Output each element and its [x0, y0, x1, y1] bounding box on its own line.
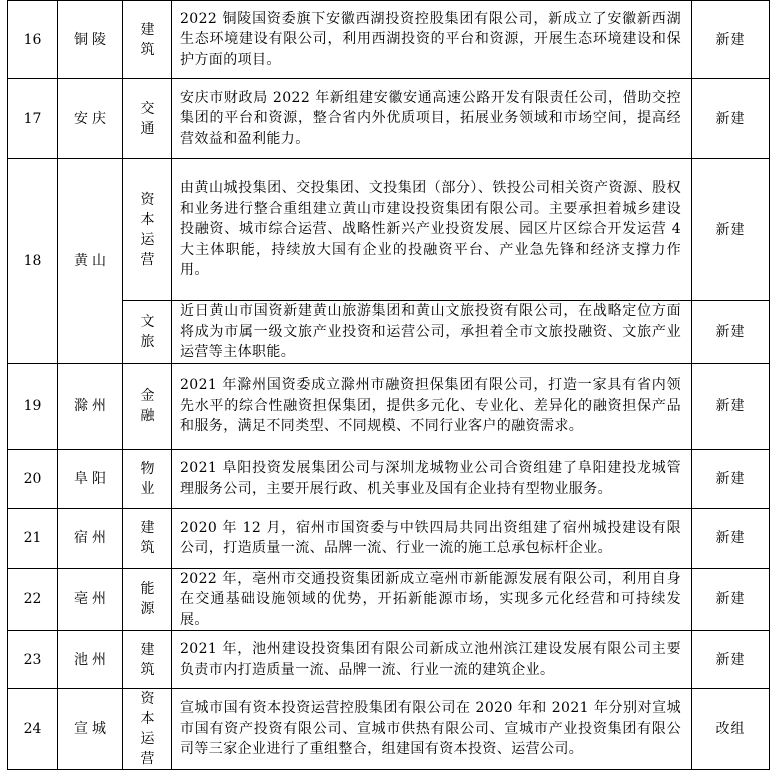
- table-row: [8, 631, 770, 689]
- industry-label: 资本运营: [140, 191, 157, 268]
- city-cell: 安庆: [58, 79, 123, 159]
- table-row: [8, 568, 770, 631]
- description-cell: 近日黄山市国资新建黄山旅游集团和黄山文旅投资有限公司，在战略定位方面将成为市属一级文旅产业投资和运营公司，承担着全市文旅投融资、文旅产业运营等主体职能。: [172, 301, 692, 364]
- city-cell: 阜阳: [58, 449, 123, 508]
- industry-cell: [123, 79, 172, 159]
- type-cell: 新建: [692, 568, 770, 631]
- row-number: 20: [8, 449, 58, 508]
- city-cell: 宣城: [58, 689, 123, 770]
- industry-cell: [123, 568, 172, 631]
- type-cell: 新建: [692, 159, 770, 301]
- description-cell: 由黄山城投集团、交投集团、文投集团（部分）、铁投公司相关资产资源、股权和业务进行整合重组建立黄山市建设投资集团有限公司。主要承担着城乡建设投融资、城市综合运营、战略性新兴产业投资发展、园区片区综合开发运营 4 大主体职能，持续放大国有企业的投融资平台、产业急先锋和经济支撑力作用。: [172, 159, 692, 301]
- industry-cell: [123, 301, 172, 364]
- row-number: 16: [8, 1, 58, 79]
- table-row: [8, 301, 770, 364]
- city-cell: 铜陵: [58, 1, 123, 79]
- row-number: 19: [8, 363, 58, 449]
- table-row: [8, 508, 770, 568]
- description-cell: 宣城市国有资本投资运营控股集团有限公司在 2020 年和 2021 年分别对宣城市国有资产投资有限公司、宣城市供热有限公司、宣城市产业投资集团有限公司等三家企业进行了重组整合，组建国有资本投资、运营公司。: [172, 689, 692, 770]
- industry-cell: [123, 1, 172, 79]
- description-cell: 2021 阜阳投资发展集团公司与深圳龙城物业公司合资组建了阜阳建投龙城管理服务公司，主要开展行政、机关事业及国有企业持有型物业服务。: [172, 449, 692, 508]
- row-number: 24: [8, 689, 58, 770]
- table-row: [8, 1, 770, 79]
- row-number: 17: [8, 79, 58, 159]
- industry-cell: [123, 363, 172, 449]
- industry-label: 建筑: [140, 641, 157, 678]
- city-cell: 亳州: [58, 568, 123, 631]
- type-cell: 新建: [692, 363, 770, 449]
- industry-label: 建筑: [140, 21, 157, 58]
- industry-cell: [123, 631, 172, 689]
- city-cell: 宿州: [58, 508, 123, 568]
- row-number: 23: [8, 631, 58, 689]
- industry-label: 交通: [140, 100, 157, 137]
- industry-label: 文旅: [140, 313, 157, 350]
- table-row: [8, 79, 770, 159]
- description-cell: 2022 年，亳州市交通投资集团新成立亳州市新能源发展有限公司，利用自身在交通基础设施领域的优势，开拓新能源市场，实现多元化经营和可持续发展。: [172, 568, 692, 631]
- type-cell: 新建: [692, 79, 770, 159]
- industry-cell: [123, 689, 172, 770]
- row-number: 18: [8, 159, 58, 364]
- description-cell: 安庆市财政局 2022 年新组建安徽安通高速公路开发有限责任公司，借助交控集团的平台和资源，整合省内外优质项目，拓展业务领域和市场空间，提高经营效益和盈利能力。: [172, 79, 692, 159]
- industry-cell: [123, 159, 172, 301]
- row-number: 22: [8, 568, 58, 631]
- type-cell: 新建: [692, 449, 770, 508]
- industry-label: 资本运营: [140, 691, 157, 767]
- industry-label: 金融: [140, 388, 157, 424]
- type-cell: 改组: [692, 689, 770, 770]
- industry-cell: [123, 508, 172, 568]
- type-cell: 新建: [692, 508, 770, 568]
- description-cell: 2022 铜陵国资委旗下安徽西湖投资控股集团有限公司，新成立了安徽新西湖生态环境建设有限公司，利用西湖投资的平台和资源，开展生态环境建设和保护方面的项目。: [172, 1, 692, 79]
- description-cell: 2021 年滁州国资委成立滁州市融资担保集团有限公司，打造一家具有省内领先水平的综合性融资担保集团，提供多元化、专业化、差异化的融资担保产品和服务，满足不同类型、不同规模、不同行业客户的融资需求。: [172, 363, 692, 449]
- table-row: [8, 363, 770, 449]
- industry-label: 物业: [140, 460, 157, 497]
- city-cell: 黄山: [58, 159, 123, 364]
- city-cell: 池州: [58, 631, 123, 689]
- table-row: [8, 689, 770, 770]
- company-table: [7, 0, 770, 770]
- industry-label: 能源: [140, 581, 157, 618]
- description-cell: 2021 年，池州建设投资集团有限公司新成立池州滨江建设发展有限公司主要负责市内打造质量一流、品牌一流、行业一流的建筑企业。: [172, 631, 692, 689]
- type-cell: 新建: [692, 1, 770, 79]
- table-row: [8, 159, 770, 301]
- table-row: [8, 449, 770, 508]
- type-cell: 新建: [692, 631, 770, 689]
- industry-label: 建筑: [140, 520, 157, 556]
- row-number: 21: [8, 508, 58, 568]
- city-cell: 滁州: [58, 363, 123, 449]
- industry-cell: [123, 449, 172, 508]
- type-cell: 新建: [692, 301, 770, 364]
- description-cell: 2020 年 12 月，宿州市国资委与中铁四局共同出资组建了宿州城投建设有限公司，打造质量一流、品牌一流、行业一流的施工总承包标杆企业。: [172, 508, 692, 568]
